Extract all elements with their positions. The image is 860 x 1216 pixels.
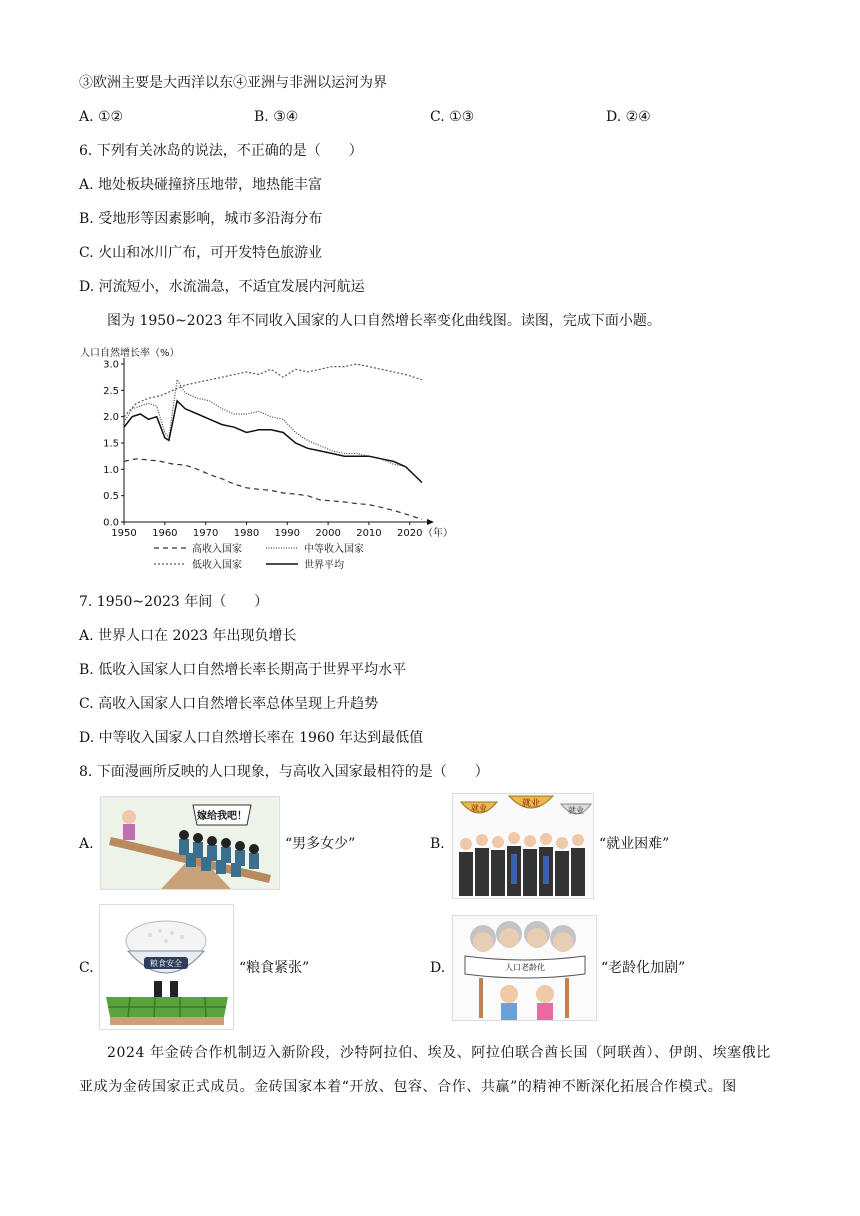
q6-option-a: A. 地处板块碰撞挤压地带，地热能丰富 (79, 177, 323, 193)
cartoon-employment-difficulty (452, 793, 594, 899)
x-tick-label: 1980 (233, 528, 260, 539)
q6-option-c: C. 火山和冰川广布，可开发特色旅游业 (79, 245, 323, 261)
x-tick-label: 2020 (397, 528, 423, 539)
x-tick-label: 1970 (192, 528, 219, 539)
cartoon-d-text: 人口老龄化 (505, 963, 545, 972)
growth-rate-chart-svg (78, 342, 458, 582)
cartoon-b-text-3: 就业 (568, 806, 584, 815)
q5-option-b: B. ③④ (254, 109, 299, 125)
q5-statement: ③欧洲主要是大西洋以东④亚洲与非洲以运河为界 (79, 75, 387, 91)
q8-stem: 8. 下面漫画所反映的人口现象，与高收入国家最相符的是（ ） (79, 764, 489, 780)
series-line-2 (124, 364, 422, 417)
q7-stem: 7. 1950~2023 年间（ ） (79, 594, 269, 610)
y-tick-label: 2.5 (103, 385, 119, 397)
q5-option-d: D. ②④ (606, 109, 651, 125)
q6-option-b: B. 受地形等因素影响，城市多沿海分布 (79, 211, 323, 227)
cartoon-gender-imbalance (100, 796, 280, 890)
cartoon-aging (452, 915, 597, 1021)
legend-label: 中等收入国家 (304, 544, 364, 555)
cartoon-food-shortage (99, 904, 234, 1030)
legend-label: 低收入国家 (192, 560, 242, 571)
cartoon-b-text-1: 就业 (471, 804, 487, 813)
y-tick-label: 1.0 (103, 464, 119, 476)
q8-option-a-letter: A. (79, 836, 94, 852)
x-tick-label: 1990 (274, 528, 301, 539)
y-tick-label: 3.0 (103, 359, 119, 371)
x-tick-label: 1960 (152, 528, 178, 539)
q7-option-c: C. 高收入国家人口自然增长率总体呈现上升趋势 (79, 696, 379, 712)
q7-option-b: B. 低收入国家人口自然增长率长期高于世界平均水平 (79, 662, 407, 678)
legend-label: 世界平均 (304, 560, 344, 571)
series-line-3 (124, 401, 422, 483)
series-line-1 (124, 380, 422, 483)
q5-option-c: C. ①③ (430, 109, 475, 125)
y-tick-label: 2.0 (103, 412, 119, 424)
legend-label: 高收入国家 (192, 544, 242, 555)
x-tick-label: 1950 (111, 528, 137, 539)
q7-option-d: D. 中等收入国家人口自然增长率在 1960 年达到最低值 (79, 730, 424, 746)
q6-option-d: D. 河流短小，水流湍急，不适宜发展内河航运 (79, 279, 365, 295)
q8-option-c-caption: “粮食紧张” (239, 960, 310, 976)
series-line-0 (124, 459, 422, 520)
q7-option-a: A. 世界人口在 2023 年出现负增长 (79, 628, 297, 644)
y-tick-label: 0.0 (103, 517, 119, 529)
q8-option-b-caption: “就业困难” (599, 836, 670, 852)
cartoon-c-text: 粮食安全 (150, 959, 182, 968)
q8-option-c-letter: C. (79, 960, 94, 976)
q8-option-a-caption: “男多女少” (285, 836, 356, 852)
x-axis-label: （年） (423, 528, 453, 539)
y-tick-label: 1.5 (103, 438, 119, 450)
x-tick-label: 2010 (356, 528, 382, 539)
q8-option-d-caption: “老龄化加剧” (601, 960, 686, 976)
y-axis-label: 人口自然增长率（%） (80, 348, 180, 359)
growth-rate-chart (78, 342, 458, 582)
q8-option-d-letter: D. (430, 960, 446, 976)
q5-option-a: A. ①② (79, 109, 124, 125)
brics-paragraph: 2024 年金砖合作机制迈入新阶段，沙特阿拉伯、埃及、阿拉伯联合酋长国（阿联酋）、伊朗、埃塞俄比亚成为金砖国家正式成员。金砖国家本着“开放、包容、合作、共赢”的精神不断深化拓展合作模式。图 (79, 1045, 771, 1095)
q6-stem: 6. 下列有关冰岛的说法，不正确的是（ ） (79, 143, 363, 159)
x-axis-arrow (427, 519, 434, 525)
chart-intro: 图为 1950~2023 年不同收入国家的人口自然增长率变化曲线图。读图，完成下面小题。 (107, 313, 661, 329)
cartoon-b-text-2: 就业 (521, 799, 541, 809)
cartoon-a-text: 嫁给我吧！ (197, 811, 247, 822)
q8-option-b-letter: B. (430, 836, 445, 852)
x-tick-label: 2000 (315, 528, 341, 539)
y-tick-label: 0.5 (103, 491, 119, 503)
